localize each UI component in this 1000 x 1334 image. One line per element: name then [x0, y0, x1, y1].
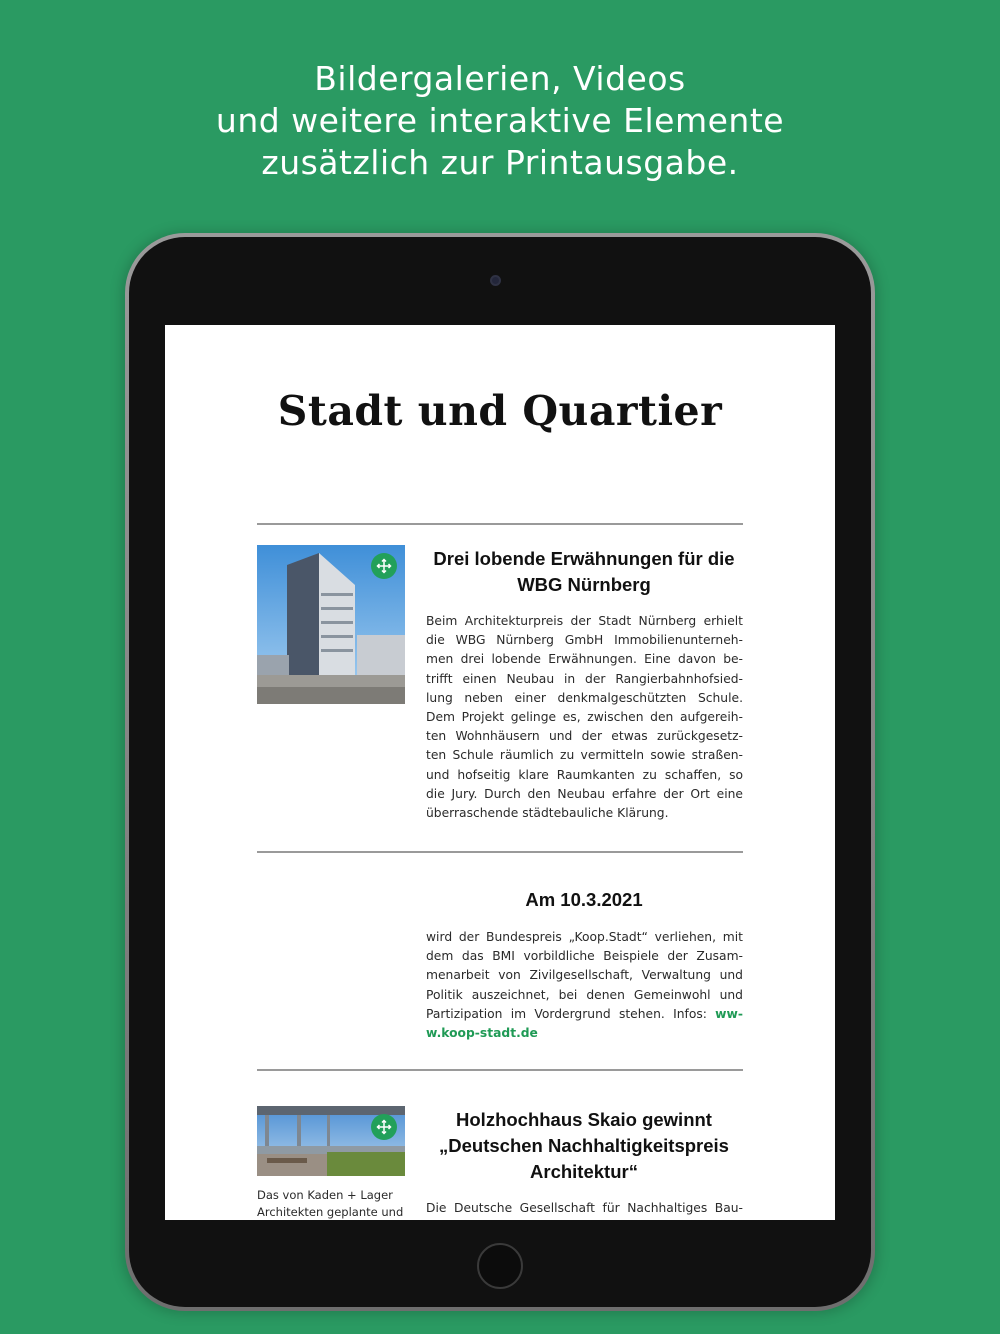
article-body: Beim Architekturpreis der Stadt Nürnberg erhielt die WBG Nürnberg GmbH Immobilienunterneh- men drei lobende Erwähnungen. Eine davon be- trifft einen Neubau in der Rangierbahnhofsied- lung neben einer denkmalgeschützten Schule. Dem Projekt gelinge es, zwischen den aufgereih- ten Wohnhäusern und der etwas zurückgesetz- ten Schule räumlich zu vermitteln sowie straßen- und hofseitig klare Raumkanten zu schaffen, so die Jury. Durch den Neubau erfahre der Ort eine überraschende städtebauliche Klärung. — [426, 614, 743, 821]
article-body: wird der Bundespreis „Koop.Stadt“ verliehen, mit dem das BMI vorbildliche Beispiele der Zusam- menarbeit von Zivilgesellschaft, Verwaltung und Politik auszeichnet, bei denen Gemeinwohl und Partizipation im Vordergrund stehen. Infos: ww- w.koop-stadt.de — [426, 930, 743, 1041]
divider — [257, 523, 743, 525]
article-image-building[interactable] — [257, 545, 405, 704]
article-title[interactable]: Am 10.3.2021 — [525, 889, 643, 910]
tablet-screen[interactable] — [165, 325, 835, 1220]
promo-line: Bildergalerien, Videos — [314, 59, 686, 98]
expand-arrows-icon[interactable] — [371, 1114, 397, 1140]
article-image-rooftop[interactable] — [257, 1106, 405, 1176]
link-koop-stadt[interactable]: ww- — [715, 1006, 743, 1021]
divider — [257, 851, 743, 853]
promo-line: und weitere interaktive Elemente — [215, 101, 785, 140]
expand-arrows-icon[interactable] — [371, 553, 397, 579]
page-title: Stadt und Quartier — [277, 387, 723, 435]
home-button[interactable] — [477, 1243, 523, 1289]
promo-line: zusätzlich zur Printausgabe. — [261, 143, 739, 182]
camera-icon — [490, 275, 501, 286]
image-caption: Das von Kaden + Lager Architekten geplante und — [257, 1188, 404, 1219]
article-title[interactable]: Holzhochhaus Skaio gewinnt „Deutschen Nachhaltigkeitspreis Architektur“ — [439, 1109, 729, 1182]
article-body: Die Deutsche Gesellschaft für Nachhaltiges Bau- — [426, 1201, 743, 1215]
article-title[interactable]: Drei lobende Erwähnungen für die WBG Nürnberg — [433, 548, 735, 595]
link-koop-stadt[interactable]: w.koop-stadt.de — [426, 1026, 538, 1041]
promo-headline — [0, 58, 1000, 184]
divider — [257, 1069, 743, 1071]
